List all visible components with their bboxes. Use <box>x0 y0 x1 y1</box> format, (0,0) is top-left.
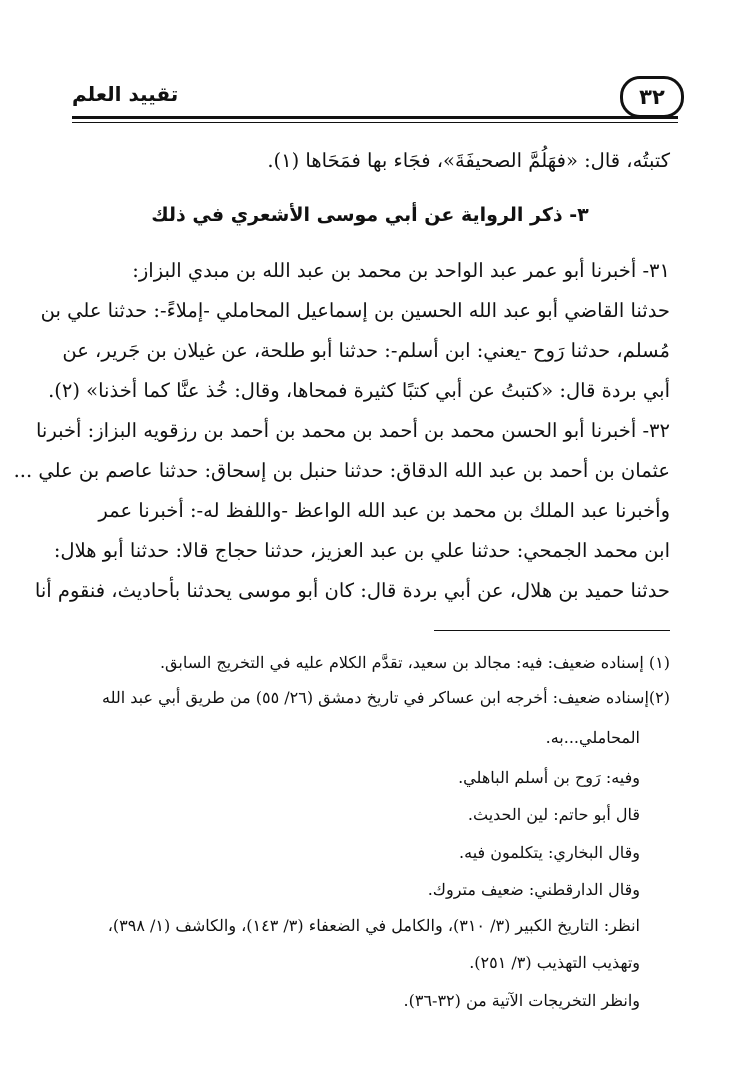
footnote-line: وتهذيب التهذيب (٣/ ٢٥١). <box>469 953 640 972</box>
footnote-line: وفيه: رَوح بن أسلم الباهلي. <box>458 768 640 787</box>
footnote-line: قال أبو حاتم: لين الحديث. <box>467 805 640 824</box>
book-title: تقييد العلم <box>72 82 179 106</box>
footnote-line: وقال الدارقطني: ضعيف متروك. <box>427 880 640 899</box>
text-line: مُسلم، حدثنا رَوح -يعني: ابن أسلم-: حدثنا أبو طلحة، عن غيلان بن جَرير، عن <box>62 339 670 362</box>
text-line: ابن محمد الجمحي: حدثنا علي بن عبد العزيز، حدثنا حجاج قالا: حدثنا أبو هلال: <box>53 539 670 562</box>
text-line: وأخبرنا عبد الملك بن محمد بن عبد الله الواعظ -واللفظ له-: أخبرنا عمر <box>98 499 670 522</box>
text-line: ٣٢- أخبرنا أبو الحسن محمد بن أحمد بن محمد بن أحمد بن رزقويه البزاز: أخبرنا <box>35 419 670 442</box>
header-rule <box>72 116 678 119</box>
text-line: أبي بردة قال: «كتبتُ عن أبي كتبًا كثيرة فمحاها، وقال: خُذ عنَّا كما أخذنا» (٢). <box>48 379 670 402</box>
footnote-line: وقال البخاري: يتكلمون فيه. <box>459 843 640 862</box>
footnote-line: انظر: التاريخ الكبير (٣/ ٣١٠)، والكامل في الضعفاء (٣/ ١٤٣)، والكاشف (١/ ٣٩٨)، <box>107 916 640 935</box>
text-line: حدثنا حميد بن هلال، عن أبي بردة قال: كان أبو موسى يحدثنا بأحاديث، فنقوم أنا <box>34 579 670 602</box>
footnote-line: وانظر التخريجات الآتية من (٣٢-٣٦). <box>403 991 640 1010</box>
footnote-separator <box>434 630 670 631</box>
section-heading: ٣- ذكر الرواية عن أبي موسى الأشعري في ذلك <box>151 204 589 226</box>
header-rule-thin <box>72 122 678 123</box>
text-line: ٣١- أخبرنا أبو عمر عبد الواحد بن محمد بن عبد الله بن مبدي البزاز: <box>132 259 670 282</box>
text-line: عثمان بن أحمد بن عبد الله الدقاق: حدثنا حنبل بن إسحاق: حدثنا عاصم بن علي ... <box>13 459 670 482</box>
page-number: ٣٢ <box>639 85 665 109</box>
footnote-line: المحاملي...به. <box>545 728 640 747</box>
footnote-line: (٢)إسناده ضعيف: أخرجه ابن عساكر في تاريخ دمشق (٢٦/ ٥٥) من طريق أبي عبد الله <box>102 688 670 707</box>
footnote-line: (١) إسناده ضعيف: فيه: مجالد بن سعيد، تقدَّم الكلام عليه في التخريج السابق. <box>159 653 670 672</box>
text-line: حدثنا القاضي أبو عبد الله الحسين بن إسماعيل المحاملي -إملاءً-: حدثنا علي بن <box>40 299 670 322</box>
page-header <box>72 70 684 122</box>
page-number-badge <box>620 76 684 118</box>
text-line: كتبتُه، قال: «فهَلُمَّ الصحيفَةَ»، فجَاء بها فمَحَاها (١). <box>267 149 670 172</box>
